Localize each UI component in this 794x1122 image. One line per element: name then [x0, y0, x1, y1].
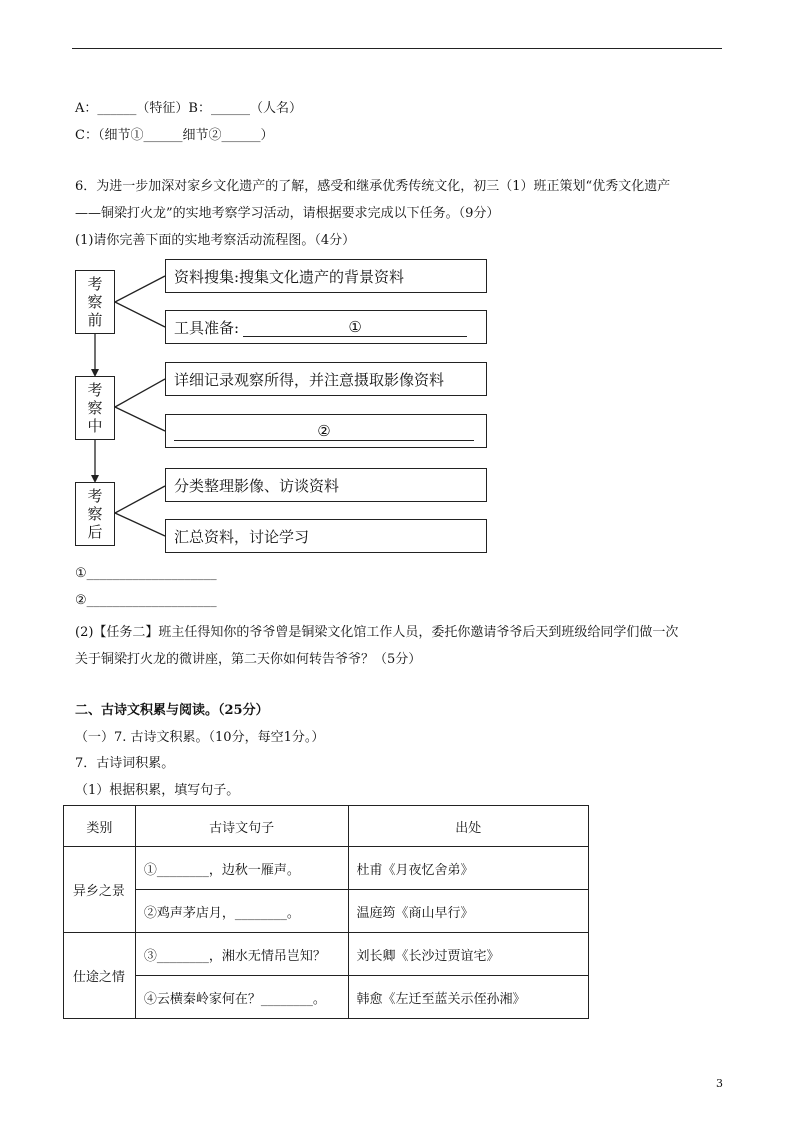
header-category: 类别 — [64, 806, 136, 847]
source-cell: 韩愈《左迁至蓝关示侄孙湘》 — [348, 976, 588, 1019]
section-2-title: 二、古诗文积累与阅读。（25分） — [75, 703, 269, 718]
line-c: C：（细节①______细节②______） — [75, 128, 274, 143]
header-sentence: 古诗文句子 — [135, 806, 348, 847]
table-row — [64, 976, 589, 1019]
question-7-title: 7．古诗词积累。 — [75, 756, 175, 771]
flow-box-blank-2 — [165, 414, 487, 448]
header-source: 出处 — [348, 806, 588, 847]
question-6-sub-1: (1)请你完善下面的实地考察活动流程图。（4分） — [75, 233, 356, 248]
answer-line-2: ②____________________ — [75, 593, 217, 608]
line-a: A：______（特征）B：______（人名） — [75, 101, 302, 116]
question-6-line-1: 6．为进一步加深对家乡文化遗产的了解，感受和继承优秀传统文化，初三（1）班正策划“优秀文化遗产 — [75, 179, 671, 194]
sentence-cell: ④云横秦岭家何在？________。 — [135, 976, 348, 1019]
question-7-sub-1: （1）根据积累，填写句子。 — [75, 783, 240, 798]
table-row — [64, 847, 589, 890]
blank-1: ① — [243, 318, 467, 337]
stage-after: 考 察 后 — [75, 482, 115, 546]
sentence-cell: ②鸡声茅店月，________。 — [135, 890, 348, 933]
sentence-cell: ①________，边秋一雁声。 — [135, 847, 348, 890]
page-number: 3 — [716, 1077, 723, 1090]
flow-box-material-collection: 资料搜集:搜集文化遗产的背景资料 — [165, 259, 487, 293]
flow-box-record-observations: 详细记录观察所得，并注意摄取影像资料 — [165, 362, 487, 396]
question-6-line-2: ——铜梁打火龙”的实地考察学习活动，请根据要求完成以下任务。（9分） — [75, 206, 500, 221]
table-row — [64, 933, 589, 976]
flow-box-sort-materials: 分类整理影像、访谈资料 — [165, 468, 487, 502]
question-6-sub-2-line-1: (2)【任务二】班主任得知你的爷爷曾是铜梁文化馆工作人员，委托你邀请爷爷后天到班级给同学们做一次 — [75, 625, 679, 640]
flow-box-tool-prep: 工具准备: ① — [165, 310, 487, 344]
stage-before: 考 察 前 — [75, 270, 115, 334]
flow-box-summarize: 汇总资料，讨论学习 — [165, 519, 487, 553]
category-cell: 异乡之景 — [64, 847, 136, 933]
table-header-row — [64, 806, 589, 847]
source-cell: 温庭筠《商山早行》 — [348, 890, 588, 933]
source-cell: 杜甫《月夜忆舍弟》 — [348, 847, 588, 890]
blank-2: ② — [174, 422, 474, 441]
answer-line-1: ①____________________ — [75, 566, 217, 581]
table-row — [64, 890, 589, 933]
stage-during: 考 察 中 — [75, 376, 115, 440]
category-cell: 仕途之情 — [64, 933, 136, 1019]
poetry-table — [63, 805, 589, 1019]
source-cell: 刘长卿《长沙过贾谊宅》 — [348, 933, 588, 976]
sentence-cell: ③________，湘水无情吊岂知？ — [135, 933, 348, 976]
question-6-sub-2-line-2: 关于铜梁打火龙的微讲座，第二天你如何转告爷爷？（5分） — [75, 652, 422, 667]
sub-section-one: （一）7. 古诗文积累。（10分，每空1分。） — [75, 730, 325, 745]
